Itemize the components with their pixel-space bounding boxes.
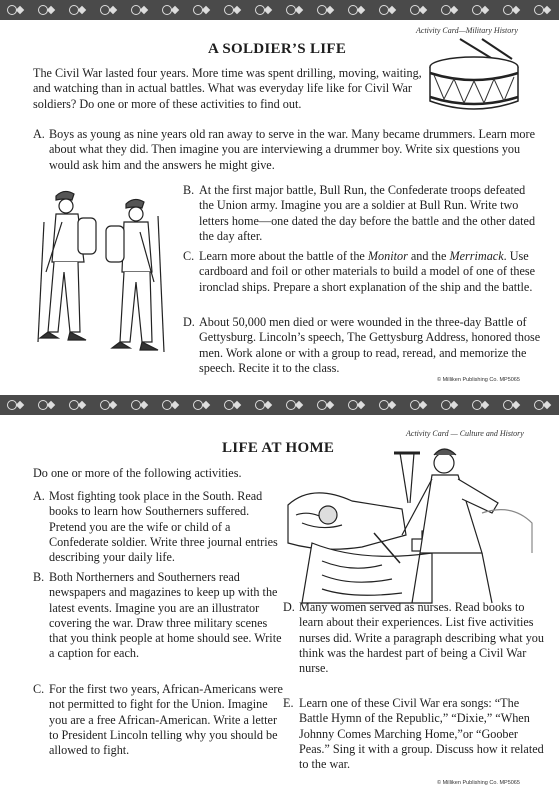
ornament-icon [129,398,151,412]
card-soldiers-life [0,0,559,395]
ship-name-merrimack: Merrimack [449,249,504,263]
item-text: For the first two years, African-Americans were not permitted to fight for the Union. Imagine you are a free African-American. Write a letter to President Lincoln telling why you should be allowed to fight. [49,682,283,758]
soldiers-icon [34,182,174,362]
ornament-icon [532,398,554,412]
card-tagline: Activity Card — Culture and History [406,429,524,438]
activity-item-c [33,682,283,758]
ornament-icon [284,398,306,412]
ornament-icon [191,398,213,412]
item-text: Many women served as nurses. Read books to learn about their experiences. List five activities nurses did. Write a paragraph describing what you think was the hardest part of being a Civil War nurse. [299,600,544,676]
middle-ornament-band [0,395,559,415]
copyright: © Milliken Publishing Co. MP5065 [437,377,520,383]
ornament-icon [501,398,523,412]
activity-item-a [33,127,541,173]
item-letter: D. [283,600,295,614]
item-letter: D. [183,315,195,329]
item-letter: A. [33,489,45,503]
card-title: LIFE AT HOME [222,440,335,456]
ornament-icon [253,398,275,412]
item-text: Both Northerners and Southerners read newspapers and magazines to keep up with the latest events. Imagine you are an illustrator covering the war. Draw three military scenes that you think people at home should see. Write a caption for each. [49,570,282,661]
ornament-icon [98,398,120,412]
ornament-icon [36,398,58,412]
item-text: At the first major battle, Bull Run, the Confederate troops defeated the Union army. Imagine you are a soldier at Bull Run. Write two letters home—one dated the day before the battle and the other dated the day after. [199,183,536,243]
ornament-icon [346,398,368,412]
ornament-icon [67,398,89,412]
card-life-at-home [0,415,559,800]
activity-item-d [283,600,545,676]
nurse-icon [282,443,552,613]
item-letter: C. [33,682,45,696]
ornament-icon [222,398,244,412]
activity-item-c [183,249,541,295]
ornament-icon [408,398,430,412]
card-intro: The Civil War lasted four years. More time was spent drilling, moving, waiting, and watching than in actual battles. What was everyday life like for Civil War soldiers? Do one or more of these activities to find out. [33,66,422,111]
ornament-icon [160,398,182,412]
item-text: Most fighting took place in the South. Read books to learn how Southerners suffered. Pretend you are the wife or child of a Confederate soldier. Write three journal entries describing your daily life. [49,489,278,565]
item-letter: B. [33,570,45,584]
item-letter: B. [183,183,195,197]
ornament-icon [315,398,337,412]
activity-item-d [183,315,541,376]
item-text: Boys as young as nine years old ran away to serve in the war. Many became drummers. Learn more about what they did. Then imagine you are interviewing a drummer boy. Write six questions you would ask him and the answers he might give. [49,127,535,172]
item-letter: E. [283,696,294,710]
item-text: About 50,000 men died or were wounded in the three-day Battle of Gettysburg. Lincoln’s speech, The Gettysburg Address, honored those men. Work alone or with a group to read, reread, and memorize the speech. Recite it to the class. [199,315,541,375]
ornament-icon [5,398,27,412]
ornament-icon [377,398,399,412]
card-title: A SOLDIER’S LIFE [208,41,347,57]
activity-item-b [33,570,283,662]
item-text: Learn one of these Civil War era songs: “The Battle Hymn of the Republic,” “Dixie,” “When Johnny Comes Marching Home,”or “Goober Peas.” Sing it with a group. Discuss how it related to the war. [299,696,544,772]
ornament-icon [439,398,461,412]
ornament-icon [470,398,492,412]
activity-item-b [183,183,541,244]
item-letter: A. [33,127,45,141]
ship-name-monitor: Monitor [367,249,408,263]
copyright: © Milliken Publishing Co. MP5065 [437,780,520,786]
drum-icon [420,37,552,115]
card-tagline: Activity Card—Military History [416,26,518,35]
card-intro: Do one or more of the following activities. [33,466,242,480]
activity-item-e [283,696,545,772]
item-text-start: Learn more about the battle of the [199,249,368,263]
item-text-end: . Use cardboard and foil or other materials to build a model of one of these ironclad ships. Prepare a short explanation of the ship and the battle. [199,249,536,294]
item-text [199,249,541,295]
item-letter: C. [183,249,195,263]
activity-item-a [33,489,283,565]
item-text-and: and the [407,249,450,263]
